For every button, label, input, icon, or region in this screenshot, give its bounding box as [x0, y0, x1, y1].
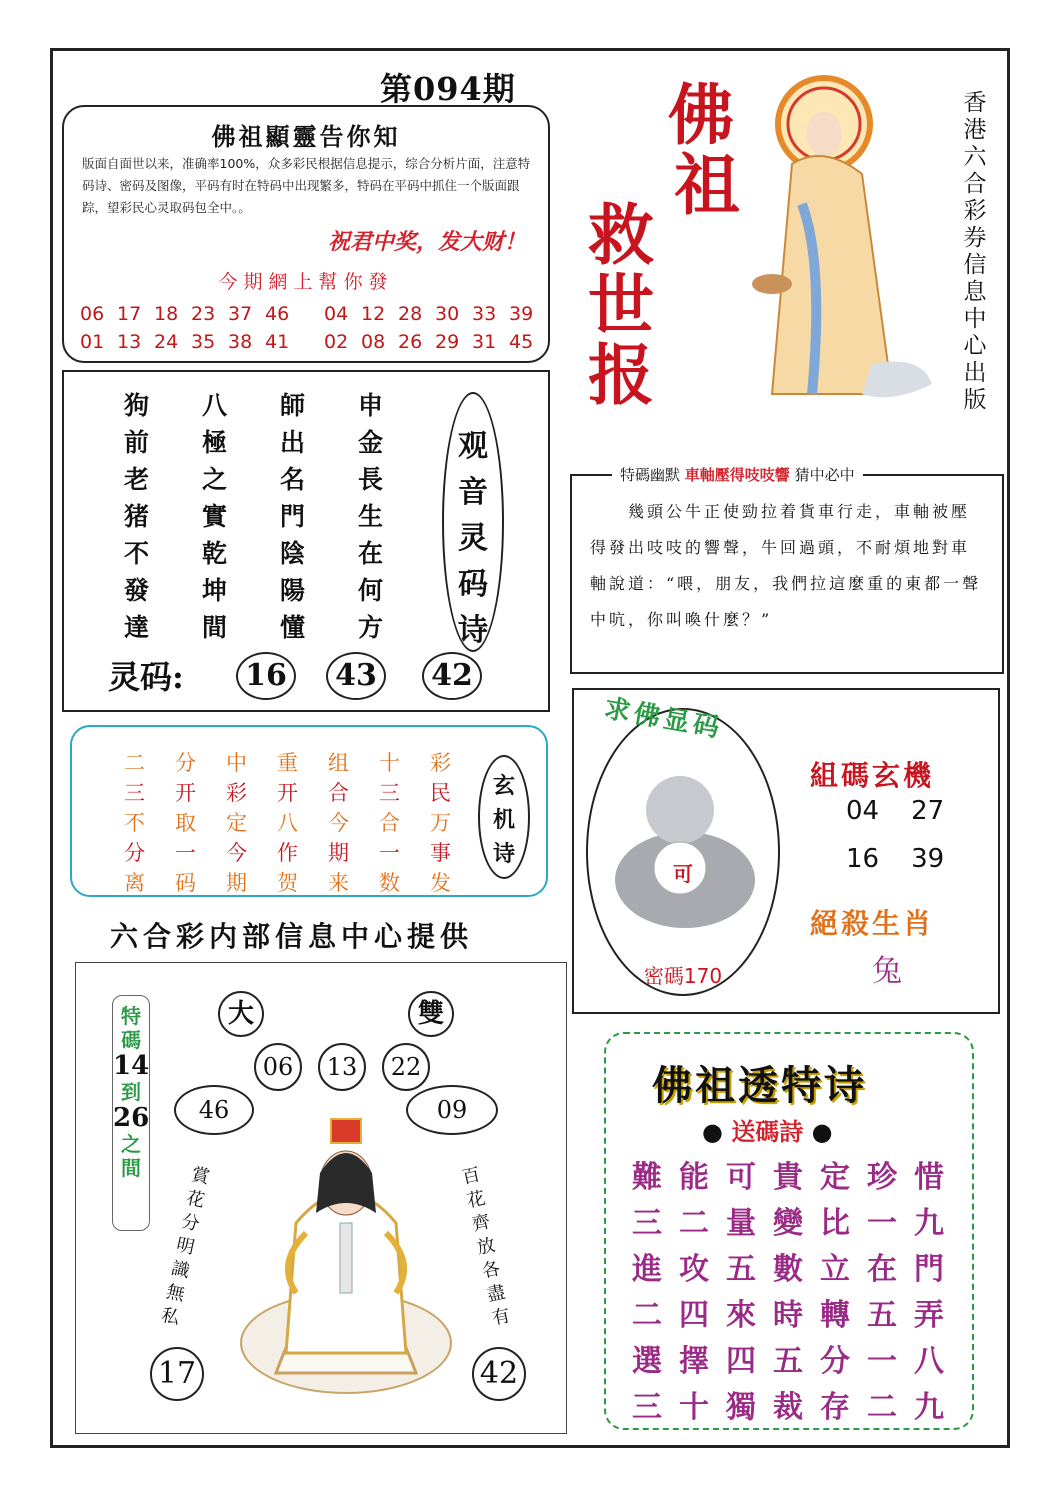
poem-char: 发 — [430, 871, 451, 895]
poem-char: 裁 — [773, 1390, 803, 1425]
lingma-number: 42 — [422, 652, 482, 700]
poem-char: 一 — [867, 1344, 897, 1379]
poem-title: 观 音 灵 码 诗 — [458, 429, 488, 648]
poem2-box — [604, 1032, 974, 1430]
poem-char: 四 — [679, 1298, 709, 1333]
poem-char: 攻 — [679, 1252, 709, 1287]
number-cell: 35 — [191, 331, 216, 353]
number-cell: 04 — [324, 303, 349, 325]
poem-char: 贺 — [277, 871, 298, 895]
poem-char: 八 — [202, 391, 228, 420]
number-cell: 38 — [228, 331, 253, 353]
poem-char: 間 — [202, 613, 228, 642]
poem-char: 不 — [124, 539, 150, 568]
poem-char: 二 — [867, 1390, 897, 1425]
bottom-right-number: 42 — [472, 1347, 526, 1401]
number-cell: 18 — [154, 303, 179, 325]
poem-char: 懂 — [280, 613, 306, 642]
poem-char: 比 — [820, 1206, 850, 1241]
bullet-icon: ● — [702, 1118, 723, 1146]
slogan: 祝君中奖，发大财！ — [327, 229, 526, 255]
poem-char: 定 — [226, 811, 247, 835]
poem-char: 極 — [202, 428, 228, 457]
poem-char: 五 — [773, 1344, 803, 1379]
poem-char: 之 — [202, 465, 228, 494]
zuma-number: 27 — [911, 796, 945, 826]
top-number: 13 — [318, 1043, 366, 1091]
provider-text: 六合彩内部信息中心提供 — [110, 920, 474, 953]
number-row-2 — [80, 331, 546, 353]
poem-char: 轉 — [820, 1298, 850, 1333]
poem-char: 八 — [914, 1344, 944, 1379]
shuang-circle: 雙 — [408, 991, 454, 1037]
tema-from: 14 — [113, 1051, 150, 1081]
poem2-grid — [632, 1152, 961, 1428]
poem-char: 門 — [280, 502, 306, 531]
poem-char: 貴 — [773, 1160, 803, 1195]
zuma-number: 04 — [846, 796, 880, 826]
poem-char: 乾 — [202, 539, 228, 568]
poem-char: 开 — [277, 781, 298, 805]
tema-to: 26 — [113, 1103, 150, 1133]
xuanji-title-oval — [478, 755, 530, 879]
poem-char: 一 — [867, 1206, 897, 1241]
help-title: 今期網上幫你發 — [218, 271, 394, 293]
xuanji-box — [70, 725, 548, 897]
poem-char: 五 — [867, 1298, 897, 1333]
buddha-center-char: 可 — [673, 862, 693, 886]
poem-char: 五 — [726, 1252, 756, 1287]
poem-char: 申 — [358, 391, 384, 420]
poem-char: 難 — [632, 1160, 662, 1195]
zuma-row-1 — [846, 796, 944, 826]
laughing-buddha-image — [610, 770, 760, 930]
poem-char: 彩 — [430, 751, 451, 775]
poem-char: 万 — [430, 811, 451, 835]
number-cell: 17 — [117, 303, 142, 325]
mima: 密碼170 — [643, 964, 723, 988]
poem-char: 三 — [124, 781, 145, 805]
poem-char: 狗 — [124, 391, 150, 420]
notice-box — [62, 105, 550, 363]
poem-char: 長 — [358, 465, 384, 494]
poem-char: 期 — [328, 841, 349, 865]
poem-box — [62, 370, 550, 712]
poem-char: 期 — [226, 871, 247, 895]
poem-char: 量 — [726, 1206, 756, 1241]
number-cell: 02 — [324, 331, 349, 353]
poem-char: 門 — [914, 1252, 944, 1287]
lingma-label: 灵码: — [108, 658, 184, 696]
da-circle: 大 — [218, 991, 264, 1037]
poem2-subtitle-row — [702, 1112, 833, 1147]
poem-char: 三 — [632, 1390, 662, 1425]
buddha-oval-title: 求佛显码 — [601, 693, 726, 745]
poem-char: 選 — [632, 1344, 662, 1379]
poem-char: 十 — [379, 751, 400, 775]
number-cell: 33 — [472, 303, 497, 325]
poem-char: 码 — [175, 871, 196, 895]
joke-box — [570, 466, 1004, 674]
poem-char: 猪 — [124, 502, 150, 531]
xuanji-title: 玄 机 诗 — [492, 773, 515, 867]
notice-body: 版面自面世以来，准确率100%，众多彩民根据信息提示，综合分析片面，注意特码诗、密码及图像，平码有时在特码中出现繁多，特码在平码中抓住一个版面跟踪，望彩民心灵取码包全中。。 — [82, 156, 531, 215]
number-cell: 26 — [398, 331, 423, 353]
poem-char: 發 — [124, 576, 150, 605]
poem-char: 二 — [679, 1206, 709, 1241]
xuanji-grid — [124, 747, 481, 897]
poem-char: 陰 — [280, 539, 306, 568]
poem-char: 師 — [280, 391, 306, 420]
poem-char: 今 — [226, 841, 247, 865]
poem-char: 合 — [328, 781, 349, 805]
number-cell: 06 — [80, 303, 105, 325]
poem-char: 陽 — [280, 576, 306, 605]
number-cell: 01 — [80, 331, 105, 353]
poem-char: 分 — [175, 751, 196, 775]
poem-char: 惜 — [914, 1160, 944, 1195]
poem-char: 立 — [820, 1252, 850, 1287]
zuma-row-2 — [846, 844, 944, 874]
number-cell: 23 — [191, 303, 216, 325]
poem-char: 三 — [632, 1206, 662, 1241]
poem-char: 八 — [277, 811, 298, 835]
poem-char: 生 — [358, 502, 384, 531]
joke-title: 車軸壓得吱吱響 — [684, 466, 790, 484]
poem-char: 中 — [226, 751, 247, 775]
number-cell: 29 — [435, 331, 460, 353]
poem-char: 在 — [867, 1252, 897, 1287]
poem-char: 數 — [773, 1252, 803, 1287]
poem-char: 名 — [280, 465, 306, 494]
bullet-icon: ● — [811, 1118, 833, 1146]
joke-label: 特碼幽默 — [620, 466, 681, 484]
poem-char: 前 — [124, 428, 150, 457]
poem-char: 一 — [175, 841, 196, 865]
zuma-number: 16 — [846, 844, 880, 874]
number-cell: 31 — [472, 331, 497, 353]
poem-char: 變 — [773, 1206, 803, 1241]
poem-char: 二 — [632, 1298, 662, 1333]
jue-title: 絕殺生肖 — [810, 907, 935, 940]
issue-number: 第094期 — [380, 70, 516, 108]
number-cell: 46 — [265, 303, 290, 325]
poem-char: 事 — [430, 841, 451, 865]
lingma-number: 16 — [236, 652, 296, 700]
tema-end: 之 間 — [121, 1132, 141, 1180]
poem-char: 二 — [124, 751, 145, 775]
poem-char: 四 — [726, 1344, 756, 1379]
poem-char: 组 — [328, 751, 349, 775]
right-oval-number: 09 — [406, 1085, 498, 1135]
number-cell: 13 — [117, 331, 142, 353]
number-cell: 37 — [228, 303, 253, 325]
poem-char: 存 — [820, 1390, 850, 1425]
poem-char: 民 — [430, 781, 451, 805]
poem-char: 定 — [820, 1160, 850, 1195]
poem-char: 來 — [726, 1298, 756, 1333]
poem-char: 可 — [726, 1160, 756, 1195]
zuma-title: 組碼玄機 — [810, 759, 935, 792]
number-cell: 41 — [265, 331, 290, 353]
poem-char: 金 — [358, 428, 384, 457]
poem-char: 作 — [277, 841, 298, 865]
poem-char: 彩 — [226, 781, 247, 805]
poem2-subtitle: 送碼詩 — [731, 1118, 804, 1146]
guanyin-image — [236, 1103, 456, 1403]
poem-char: 九 — [914, 1390, 944, 1425]
number-cell: 39 — [509, 303, 534, 325]
poem-char: 一 — [379, 841, 400, 865]
joke-header — [612, 464, 863, 485]
poem-char: 擇 — [679, 1344, 709, 1379]
number-cell: 28 — [398, 303, 423, 325]
poem-char: 能 — [679, 1160, 709, 1195]
top-number: 06 — [254, 1043, 302, 1091]
number-cell: 30 — [435, 303, 460, 325]
poem-char: 开 — [175, 781, 196, 805]
poem-char: 珍 — [867, 1160, 897, 1195]
poem-char: 取 — [175, 811, 196, 835]
publisher: 香港六合彩券信息中心出版 — [963, 90, 987, 413]
tema-range — [112, 995, 150, 1231]
poem-char: 獨 — [726, 1390, 756, 1425]
poem-char: 出 — [280, 428, 306, 457]
buddha-figure-image — [742, 64, 942, 414]
left-oval-number: 46 — [174, 1085, 254, 1135]
notice-title: 佛祖顯靈告你知 — [211, 122, 401, 151]
title-line-1: 佛 祖 — [668, 76, 740, 224]
poem-char: 九 — [914, 1206, 944, 1241]
poem-char: 十 — [679, 1390, 709, 1425]
guanyin-panel — [75, 962, 567, 1434]
lingma-number: 43 — [326, 652, 386, 700]
number-cell: 45 — [509, 331, 534, 353]
poem-char: 合 — [379, 811, 400, 835]
zuma-number: 39 — [911, 844, 945, 874]
right-verse: 百花齊放各盡有 — [460, 1164, 513, 1330]
number-cell: 24 — [154, 331, 179, 353]
poem-char: 達 — [124, 613, 150, 642]
poem-char: 三 — [379, 781, 400, 805]
left-verse: 賞花分明識無私 — [159, 1163, 212, 1330]
title-line-2: 救 世 报 — [588, 196, 654, 414]
poem-char: 何 — [358, 576, 384, 605]
poem-char: 离 — [124, 871, 145, 895]
poem-grid — [124, 386, 436, 645]
poem-char: 坤 — [202, 576, 228, 605]
joke-body: 幾頭公牛正使勁拉着貨車行走，車軸被壓得發出吱吱的響聲，牛回過頭，不耐煩地對車軸說道：“喂，朋友，我們拉這麼重的東都一聲中吭，你叫喚什麼？” — [590, 502, 982, 629]
poem-title-oval — [442, 392, 504, 652]
poem-char: 方 — [358, 613, 384, 642]
poem-char: 今 — [328, 811, 349, 835]
buddha-oval — [586, 708, 780, 996]
poem-char: 重 — [277, 751, 298, 775]
main-title — [588, 76, 740, 414]
poem-char: 来 — [328, 871, 349, 895]
poem-char: 在 — [358, 539, 384, 568]
tema-label: 特 碼 — [121, 1004, 141, 1052]
poem-char: 数 — [379, 871, 400, 895]
poem-char: 弄 — [914, 1298, 944, 1333]
bottom-left-number: 17 — [150, 1347, 204, 1401]
poem2-title: 佛祖透特诗 — [652, 1062, 867, 1109]
poem-char: 實 — [202, 502, 228, 531]
number-row-1 — [80, 303, 546, 325]
tema-to-label: 到 — [121, 1080, 141, 1104]
poem-char: 時 — [773, 1298, 803, 1333]
poem-char: 不 — [124, 811, 145, 835]
number-cell: 08 — [361, 331, 386, 353]
poem-char: 老 — [124, 465, 150, 494]
poem-char: 分 — [124, 841, 145, 865]
joke-tail: 猜中必中 — [794, 466, 855, 484]
top-number: 22 — [382, 1043, 430, 1091]
jue-value: 兔 — [872, 954, 902, 989]
buddha-box — [572, 688, 1000, 1014]
number-cell: 12 — [361, 303, 386, 325]
poem-char: 進 — [632, 1252, 662, 1287]
poem-char: 分 — [820, 1344, 850, 1379]
